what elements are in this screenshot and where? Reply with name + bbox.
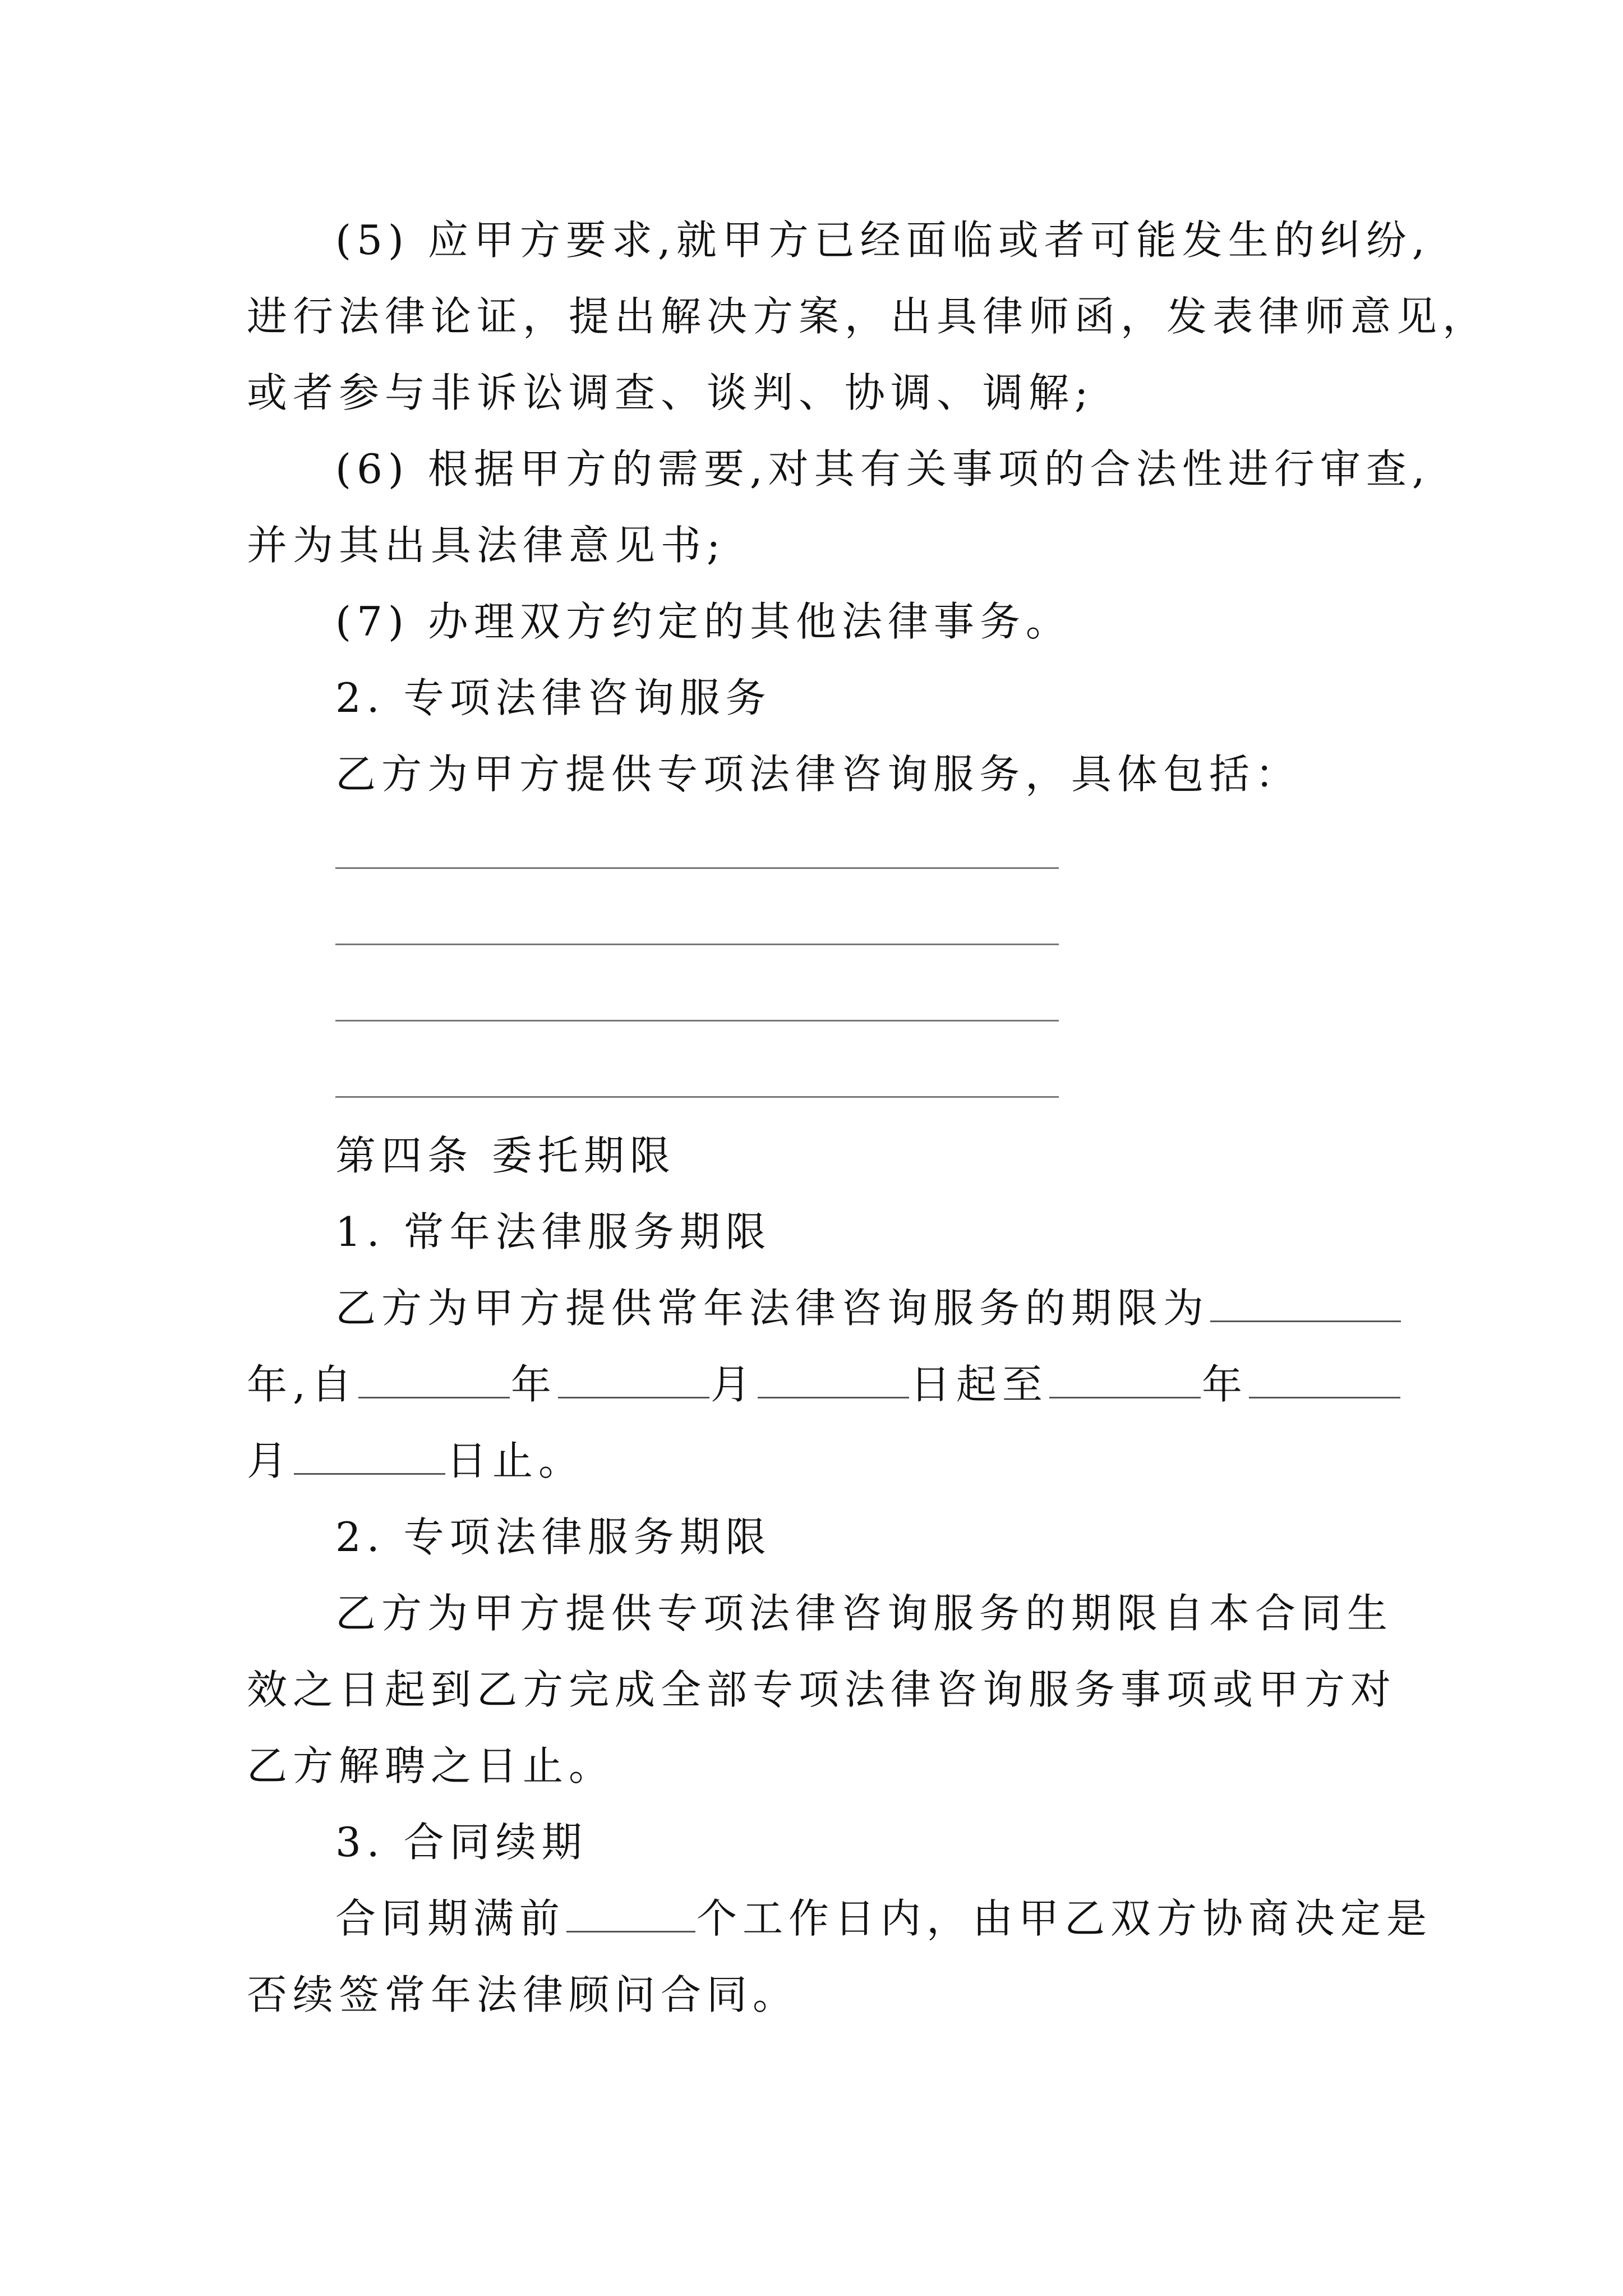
clause-item-6-line2: 并为其出具法律意见书; xyxy=(247,522,726,569)
renewal-days-blank xyxy=(566,1892,695,1932)
section-heading-special-consulting: 2. 专项法律咨询服务 xyxy=(335,674,772,721)
text-year: 年 xyxy=(510,1361,557,1408)
special-consulting-intro: 乙方为甲方提供专项法律咨询服务，具体包括： xyxy=(335,751,1302,798)
annual-term-line3 xyxy=(247,1423,1424,1499)
start-month-blank xyxy=(558,1358,709,1398)
text-day-until: 日起至 xyxy=(910,1361,1048,1408)
text-day-end: 日止。 xyxy=(446,1437,585,1484)
years-blank xyxy=(1210,1281,1401,1322)
blank-fill-line-2 xyxy=(247,889,1424,965)
annual-term-text: 乙方为甲方提供常年法律咨询服务的期限为 xyxy=(335,1285,1210,1332)
clause-item-5-line2: 进行法律论证，提出解决方案，出具律师函，发表律师意见， xyxy=(247,293,1489,340)
end-year-blank xyxy=(1049,1358,1201,1398)
text-year-end: 年 xyxy=(1201,1361,1248,1408)
clause-item-7: (7) 办理双方约定的其他法律事务。 xyxy=(335,598,1072,645)
blank-fill-line-3 xyxy=(247,965,1424,1041)
text-month: 月 xyxy=(710,1361,757,1408)
end-day-blank xyxy=(294,1434,445,1475)
special-term-line1: 乙方为甲方提供专项法律咨询服务的期限自本合同生 xyxy=(335,1590,1394,1637)
renewal-text-a: 合同期满前 xyxy=(335,1895,566,1942)
article-heading-term: 第四条 委托期限 xyxy=(335,1132,676,1179)
start-year-blank xyxy=(358,1358,510,1398)
section-heading-renewal: 3. 合同续期 xyxy=(335,1819,588,1866)
renewal-text-b: 个工作日内，由甲乙双方协商决定是 xyxy=(697,1895,1433,1942)
special-term-line2: 效之日起到乙方完成全部专项法律咨询服务事项或甲方对 xyxy=(247,1666,1397,1713)
clause-item-5-line1: (5) 应甲方要求,就甲方已经面临或者可能发生的纠纷, xyxy=(335,217,1431,264)
section-heading-special-term: 2. 专项法律服务期限 xyxy=(335,1513,772,1561)
start-day-blank xyxy=(758,1358,909,1398)
text-month-end: 月 xyxy=(247,1437,293,1484)
document-body xyxy=(247,202,1489,2033)
special-term-line3: 乙方解聘之日止。 xyxy=(247,1742,615,1789)
renewal-line2: 否续签常年法律顾问合同。 xyxy=(247,1971,799,2018)
clause-item-5-line3: 或者参与非诉讼调查、谈判、协调、调解; xyxy=(247,369,1094,416)
annual-term-line2 xyxy=(247,1346,1424,1423)
text-year-from: 年,自 xyxy=(247,1361,357,1408)
end-month-blank xyxy=(1249,1358,1400,1398)
blank-fill-line-1 xyxy=(247,812,1424,889)
annual-term-line1 xyxy=(247,1270,1424,1346)
blank-fill-line-4 xyxy=(247,1041,1424,1117)
renewal-line1 xyxy=(247,1880,1433,1957)
clause-item-6-line1: (6) 根据甲方的需要,对其有关事项的合法性进行审查, xyxy=(335,445,1431,493)
section-heading-annual-term: 1. 常年法律服务期限 xyxy=(335,1208,772,1255)
